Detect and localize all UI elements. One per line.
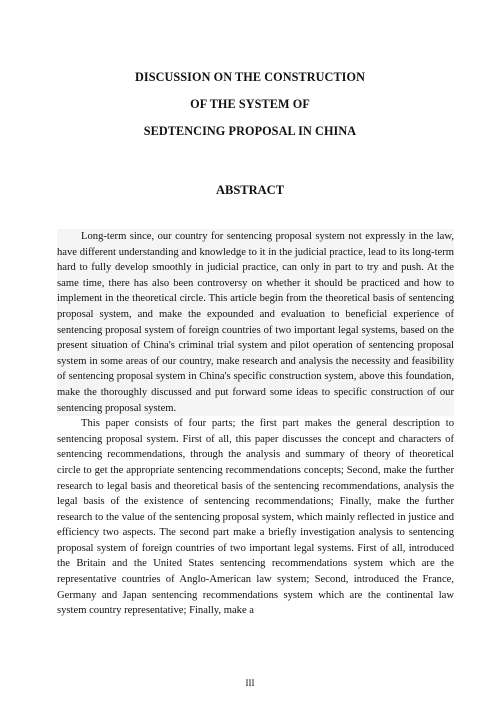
abstract-heading: ABSTRACT [215, 183, 285, 197]
abstract-paragraph-1: Long-term since, our country for sentencing proposal system not expressly in the law, have different understanding and knowledge to it in the judicial practice, lead to its long-term hard to fully develop smoothly in judicial practice, can only in part to try and push. At the same time, there has also been controversy on whether it should be practiced and how to implement in the theoretical circle. This article begin from the theoretical basis of sentencing proposal system, and make the expounded and evaluation to beneficial experience of sentencing proposal system of foreign countries of two important legal systems, based on the present situation of China's criminal trial system and pilot operation of sentencing proposal system in some areas of our country, make research and analysis the necessity and feasibility of sentencing proposal system in China's specific construction system, above this foundation, make the thoroughly discussed and put forward some ideas to specific construction of our sentencing proposal system. [57, 229, 454, 416]
title-line-2: OF THE SYSTEM OF [190, 97, 310, 111]
abstract-paragraph-2: This paper consists of four parts; the first part makes the general description to sentencing proposal system. First of all, this paper discusses the concept and characters of sentencing recommendations, through the analysis and summary of theory of theoretical circle to get the appropriate sentencing recommendations concepts; Second, make the further research to legal basis and theoretical basis of the sentencing recommendations, analysis the legal basis of the existence of sentencing recommendations; Finally, make the further research to the value of the sentencing proposal system, which mainly reflected in justice and efficiency two aspects. The second part make a briefly investigation analysis to sentencing proposal system of foreign countries of two important legal systems. First of all, introduced the Britain and the United States sentencing recommendations system which are the representative countries of Anglo-American law system; Second, introduced the France, Germany and Japan sentencing recommendations system which are the continental law system country representative; Finally, make a [57, 418, 454, 617]
title-line-1: DISCUSSION ON THE CONSTRUCTION [135, 70, 365, 84]
paper-title [0, 64, 500, 145]
page-number: III [245, 678, 255, 688]
title-line-3: SEDTENCING PROPOSAL IN CHINA [143, 124, 357, 138]
abstract-body [57, 229, 454, 619]
